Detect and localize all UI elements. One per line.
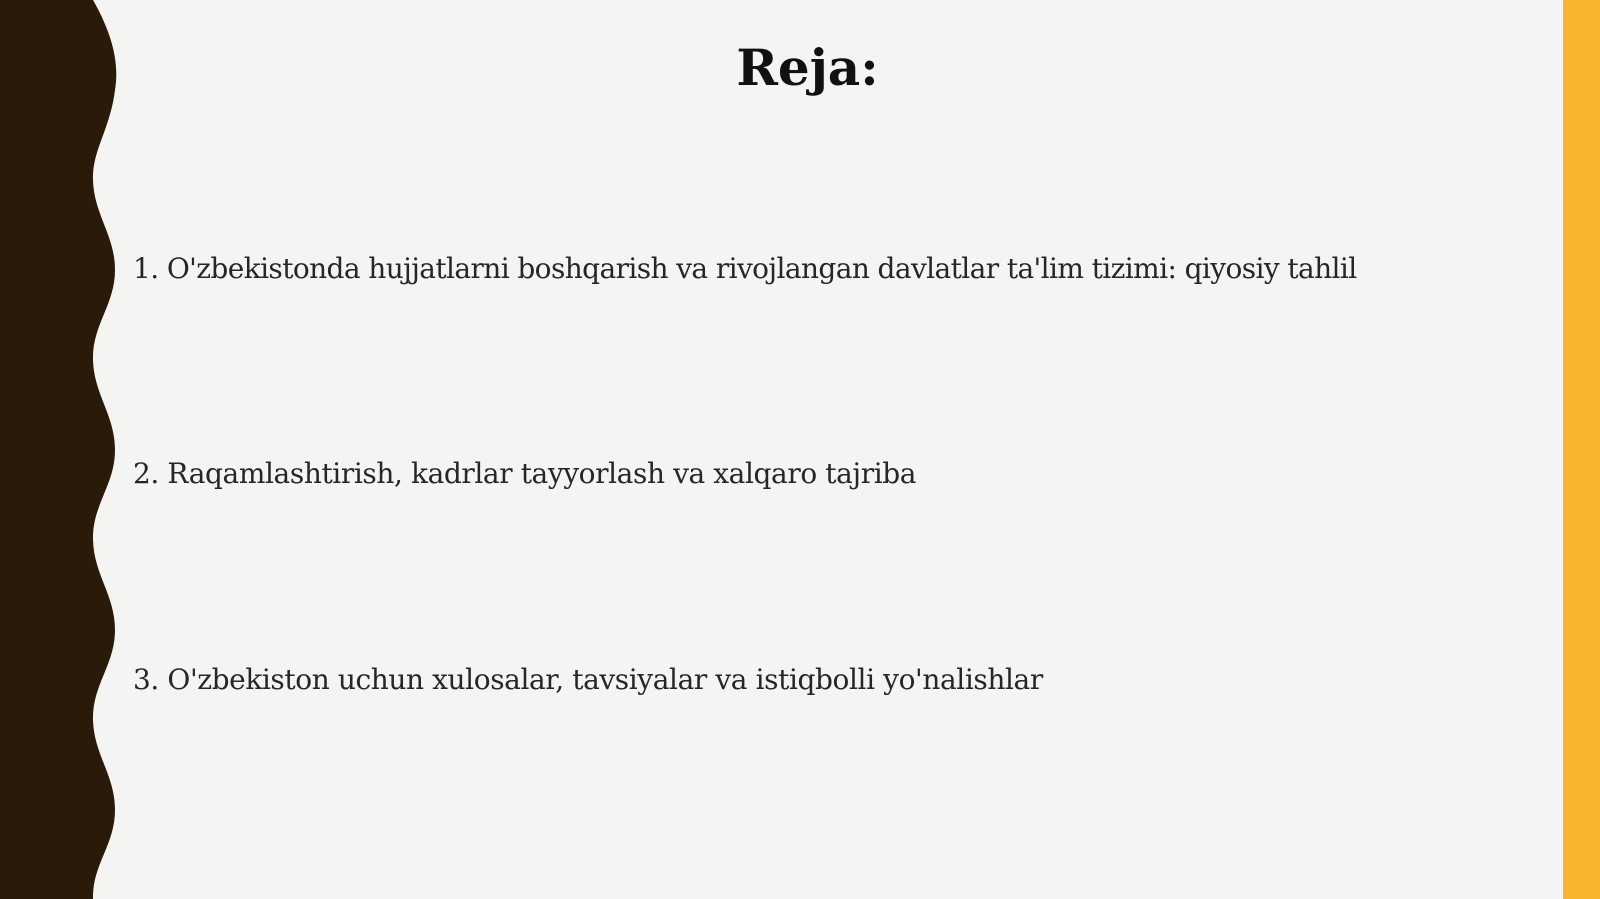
accent-bar xyxy=(1563,0,1600,899)
plan-item-1: 1. O'zbekistonda hujjatlarni boshqarish va rivojlangan davlatlar ta'lim tizimi: qiyosiy tahlil xyxy=(133,252,1357,285)
wave-shape xyxy=(0,0,116,899)
slide-title: Reja: xyxy=(736,38,879,97)
plan-item-3: 3. O'zbekiston uchun xulosalar, tavsiyalar va istiqbolli yo'nalishlar xyxy=(133,663,1043,696)
plan-item-2: 2. Raqamlashtirish, kadrlar tayyorlash va xalqaro tajriba xyxy=(133,457,917,490)
wavy-border-decoration xyxy=(0,0,120,899)
